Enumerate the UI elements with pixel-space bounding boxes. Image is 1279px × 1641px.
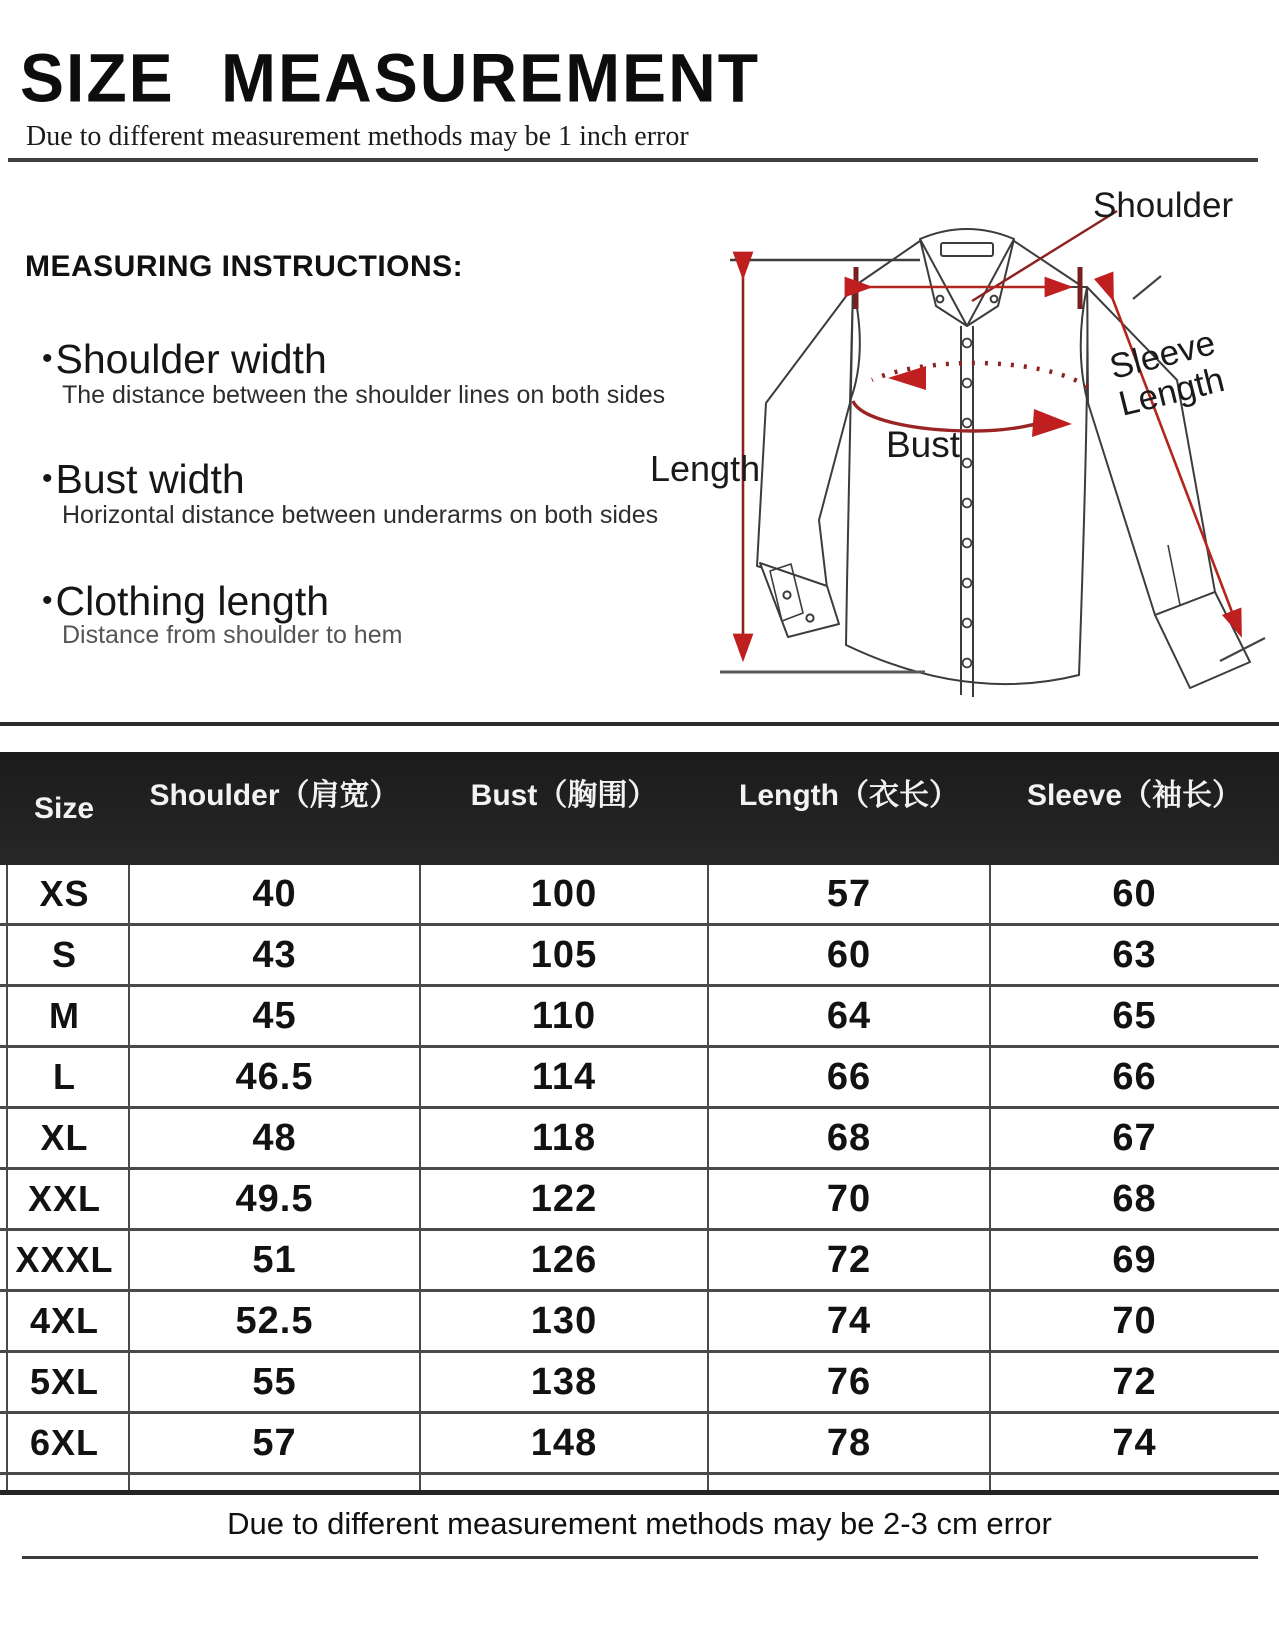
column-header-shoulder: Shoulder（肩宽） bbox=[149, 778, 400, 812]
cell-length: 74 bbox=[826, 1299, 872, 1342]
cell-length: 68 bbox=[826, 1116, 872, 1159]
cell-shoulder: 48 bbox=[252, 1116, 297, 1159]
instructions-heading: MEASURING INSTRUCTIONS: bbox=[25, 250, 464, 283]
cell-length: 57 bbox=[826, 872, 872, 915]
cell-shoulder: 43 bbox=[252, 933, 297, 976]
cell-length: 66 bbox=[826, 1055, 872, 1098]
instruction-desc-shoulder-width: The distance between the shoulder lines on both sides bbox=[62, 381, 666, 409]
cell-size: 6XL bbox=[29, 1422, 100, 1463]
diagram-label-length: Length bbox=[650, 448, 761, 489]
cell-size: XS bbox=[39, 873, 90, 914]
table-row-4xl bbox=[0, 1292, 1279, 1353]
bullet-icon: • bbox=[42, 342, 53, 375]
cell-sleeve: 65 bbox=[1112, 994, 1157, 1037]
cell-bust: 122 bbox=[530, 1177, 598, 1220]
bullet-icon: • bbox=[42, 584, 53, 617]
table-row-5xl bbox=[0, 1353, 1279, 1414]
cell-length: 76 bbox=[826, 1360, 872, 1403]
grid-vline bbox=[6, 865, 8, 1493]
cell-bust: 105 bbox=[530, 933, 598, 976]
cell-length: 70 bbox=[826, 1177, 872, 1220]
cell-shoulder: 49.5 bbox=[235, 1177, 314, 1220]
table-row-xs bbox=[0, 865, 1279, 926]
cell-shoulder: 57 bbox=[252, 1421, 297, 1464]
column-header-length: Length（衣长） bbox=[739, 778, 959, 812]
cell-length: 64 bbox=[826, 994, 872, 1037]
cell-size: 4XL bbox=[29, 1300, 100, 1341]
cell-shoulder: 51 bbox=[252, 1238, 297, 1281]
cell-length: 72 bbox=[826, 1238, 872, 1281]
diagram-label-bust: Bust bbox=[886, 424, 961, 465]
cell-sleeve: 60 bbox=[1112, 872, 1157, 915]
cell-size: S bbox=[51, 934, 77, 975]
column-header-bust: Bust（胸围） bbox=[470, 778, 658, 812]
cell-sleeve: 68 bbox=[1112, 1177, 1157, 1220]
cell-size: XXXL bbox=[15, 1239, 114, 1280]
cell-bust: 100 bbox=[530, 872, 598, 915]
cell-length: 60 bbox=[826, 933, 872, 976]
top-divider bbox=[8, 158, 1258, 162]
table-row-m bbox=[0, 987, 1279, 1048]
cell-shoulder: 52.5 bbox=[235, 1299, 314, 1342]
cell-bust: 148 bbox=[530, 1421, 598, 1464]
diagram-label-shoulder: Shoulder bbox=[1093, 186, 1234, 225]
instruction-desc-clothing-length: Distance from shoulder to hem bbox=[62, 621, 403, 649]
instruction-term-clothing-length: •Clothing length bbox=[42, 578, 330, 624]
cell-size: M bbox=[49, 995, 80, 1036]
instruction-term-shoulder-width: •Shoulder width bbox=[42, 336, 327, 382]
table-row-xxl bbox=[0, 1170, 1279, 1231]
table-top-divider bbox=[0, 722, 1279, 726]
page-subtitle: Due to different measurement methods may be 1 inch error bbox=[26, 121, 689, 152]
cell-shoulder: 45 bbox=[252, 994, 297, 1037]
table-header bbox=[0, 752, 1279, 865]
instruction-desc-bust-width: Horizontal distance between underarms on both sides bbox=[62, 501, 659, 529]
cell-size: XXL bbox=[27, 1178, 101, 1219]
cell-size: 5XL bbox=[29, 1361, 100, 1402]
footer-note: Due to different measurement methods may be 2-3 cm error bbox=[227, 1506, 1052, 1541]
bottom-divider bbox=[22, 1556, 1258, 1559]
table-row-6xl bbox=[0, 1414, 1279, 1475]
cell-bust: 118 bbox=[531, 1116, 597, 1159]
cell-size: XL bbox=[40, 1117, 89, 1158]
cell-sleeve: 66 bbox=[1112, 1055, 1157, 1098]
table-row-xxxl bbox=[0, 1231, 1279, 1292]
cell-sleeve: 63 bbox=[1112, 933, 1157, 976]
cell-shoulder: 46.5 bbox=[235, 1055, 314, 1098]
grid-vline bbox=[419, 865, 421, 1493]
cell-shoulder: 55 bbox=[252, 1360, 297, 1403]
page-title: SIZE MEASUREMENT bbox=[20, 39, 761, 116]
column-header-sleeve: Sleeve（袖长） bbox=[1026, 778, 1243, 812]
cell-shoulder: 40 bbox=[252, 872, 297, 915]
table-row-xl bbox=[0, 1109, 1279, 1170]
grid-vline bbox=[707, 865, 709, 1493]
grid-vline bbox=[989, 865, 991, 1493]
cell-sleeve: 74 bbox=[1112, 1421, 1157, 1464]
diagram-label-sleeve-length: Sleeve Length bbox=[1105, 323, 1229, 424]
bullet-icon: • bbox=[42, 462, 53, 495]
cell-sleeve: 72 bbox=[1112, 1360, 1157, 1403]
table-row-s bbox=[0, 926, 1279, 987]
instruction-term-bust-width: •Bust width bbox=[42, 456, 245, 502]
column-header-size: Size bbox=[34, 791, 95, 825]
table-bottom-divider bbox=[0, 1490, 1279, 1495]
cell-bust: 110 bbox=[531, 994, 597, 1037]
cell-size: L bbox=[53, 1056, 76, 1097]
table-row-l bbox=[0, 1048, 1279, 1109]
cell-bust: 126 bbox=[530, 1238, 598, 1281]
cell-sleeve: 70 bbox=[1112, 1299, 1157, 1342]
cell-bust: 130 bbox=[530, 1299, 598, 1342]
cell-bust: 114 bbox=[531, 1055, 597, 1098]
cell-sleeve: 69 bbox=[1112, 1238, 1157, 1281]
cell-bust: 138 bbox=[530, 1360, 598, 1403]
cell-length: 78 bbox=[826, 1421, 872, 1464]
grid-vline bbox=[128, 865, 130, 1493]
cell-sleeve: 67 bbox=[1112, 1116, 1157, 1159]
